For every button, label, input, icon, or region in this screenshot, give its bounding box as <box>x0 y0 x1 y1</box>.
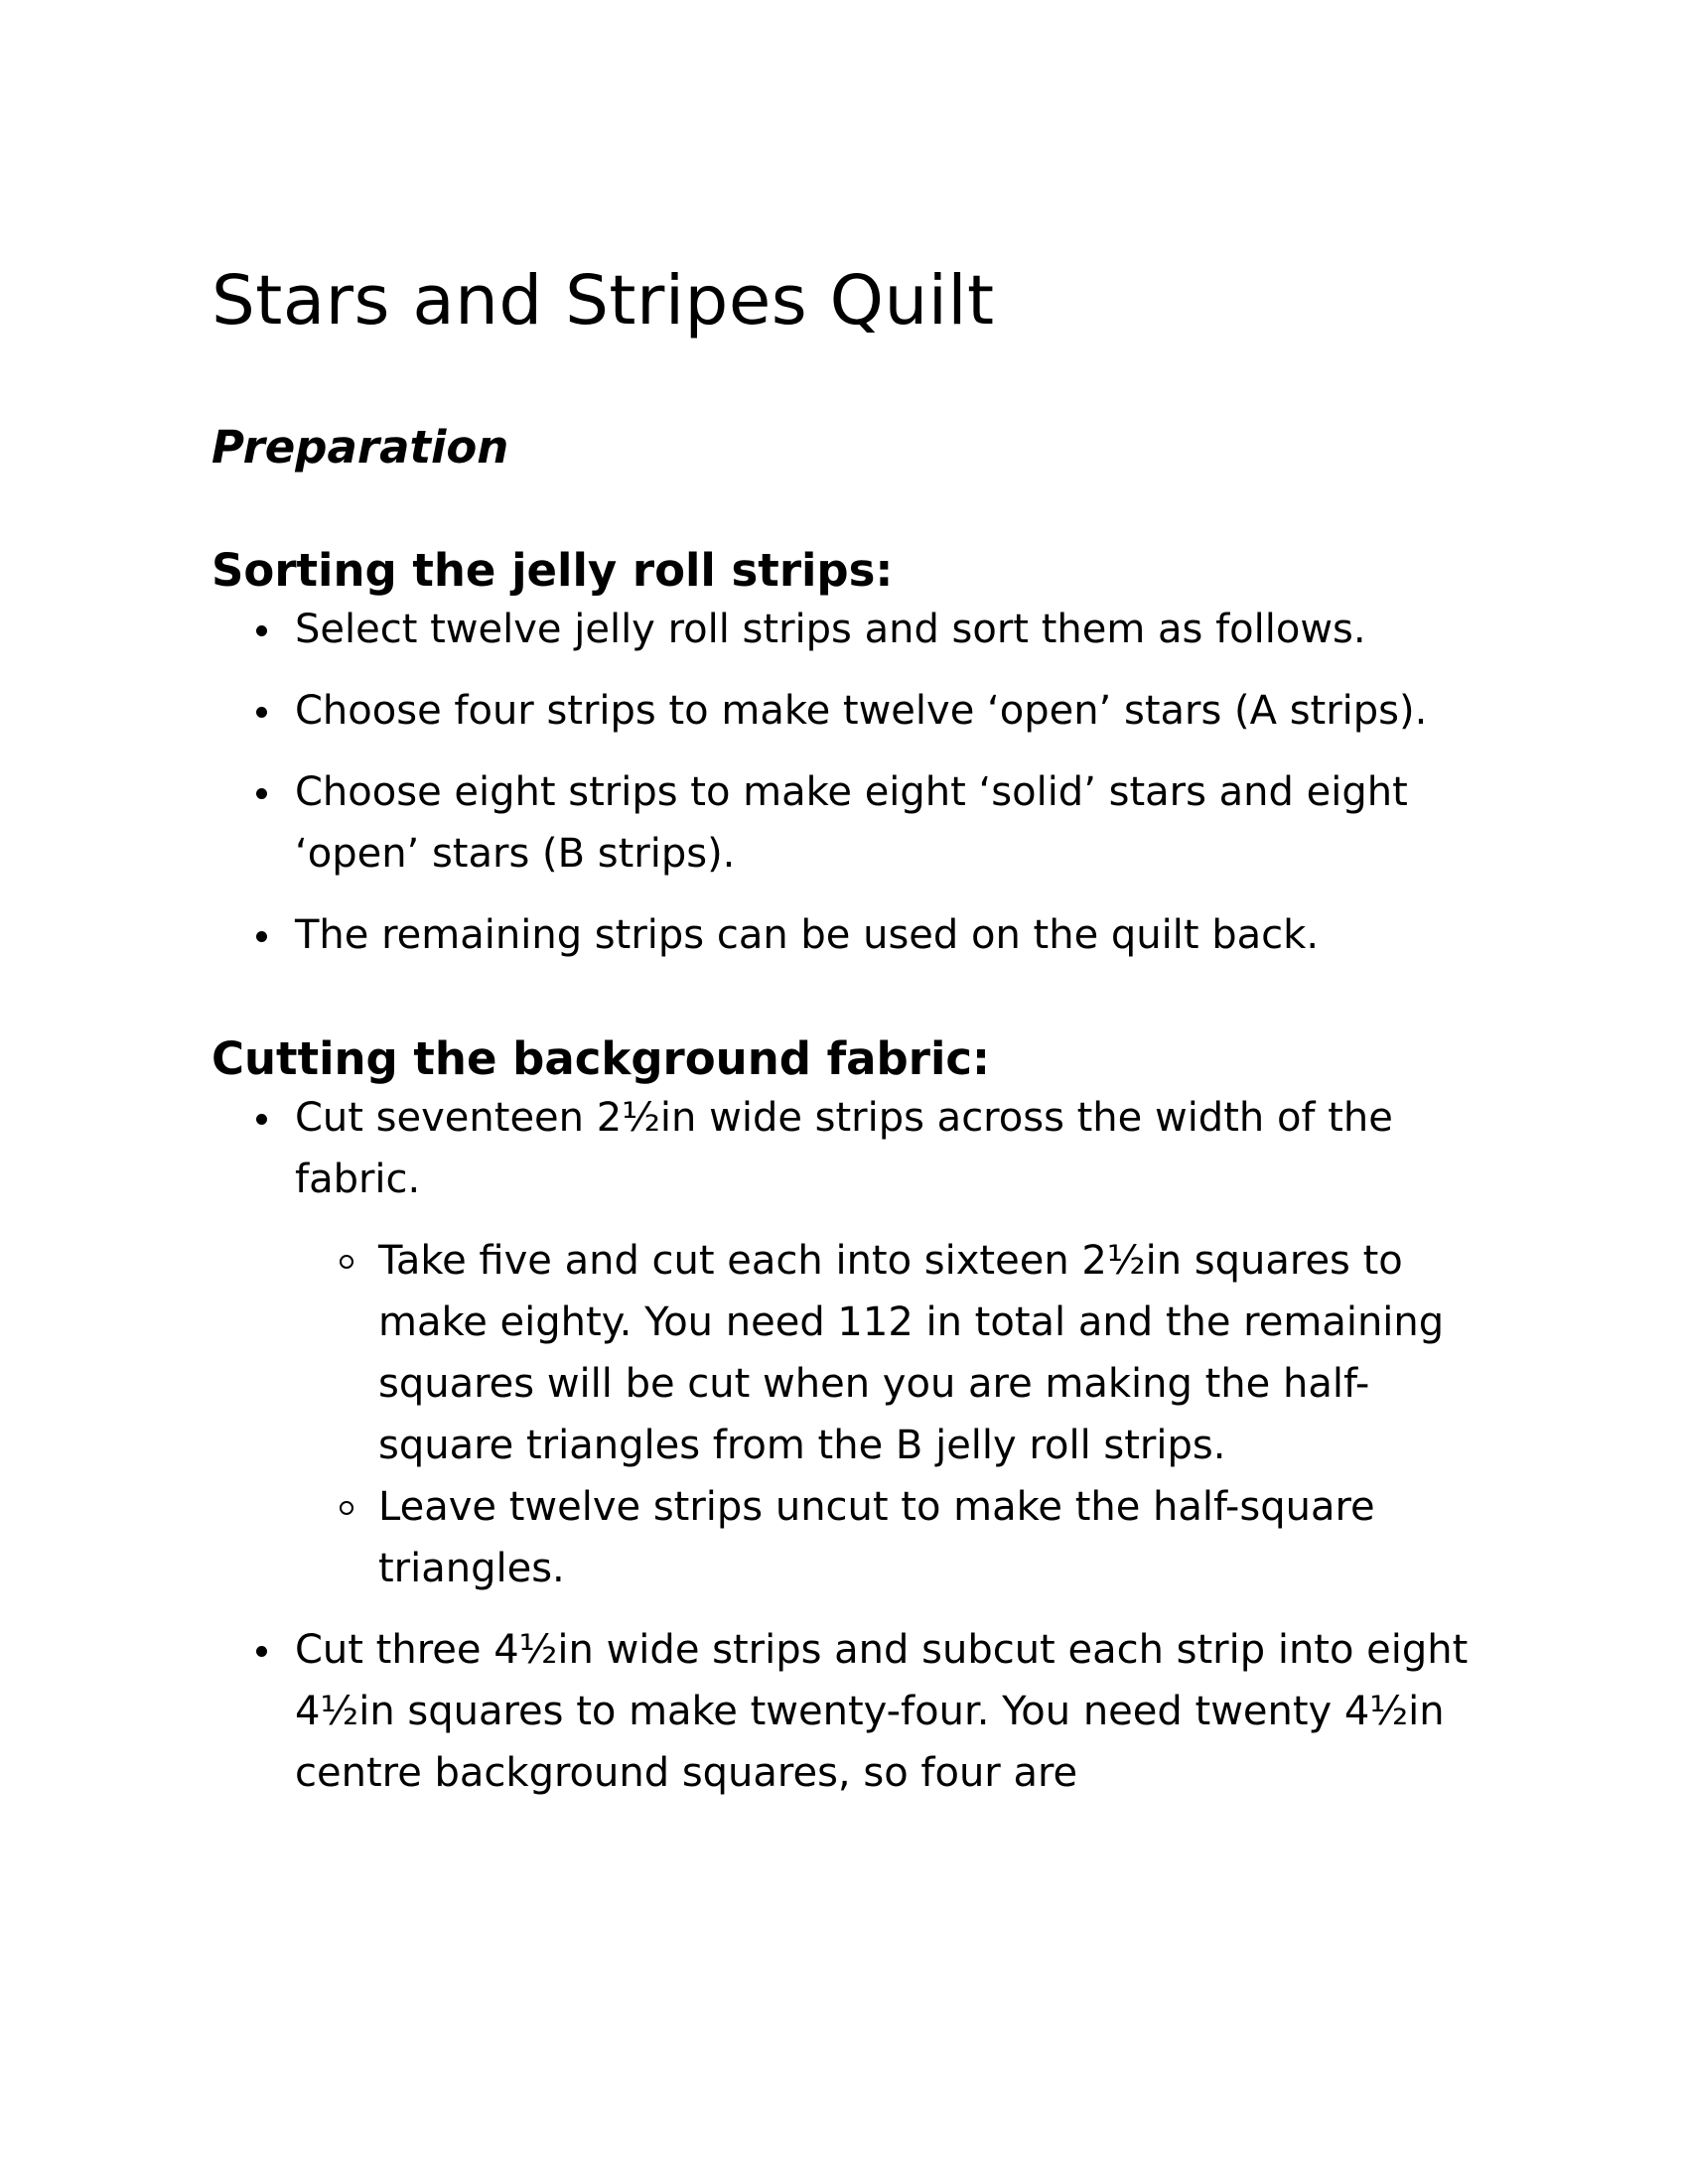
list-item-text: Cut seventeen 2¹⁄₂in wide strips across the width of the fabric. <box>295 1095 1393 1202</box>
list-item-text: Choose eight strips to make eight ‘solid’ stars and eight ‘open’ stars (B strips). <box>295 769 1408 877</box>
sorting-list <box>211 599 1492 966</box>
preparation-subtitle: Preparation <box>211 421 509 474</box>
sub-list-item-text: Take five and cut each into sixteen 2¹⁄₂in squares to make eighty. You need 112 in total and the remaining squares will be cut when you are making the half-square triangles from the B jelly roll strips. <box>378 1238 1445 1468</box>
list-item <box>211 680 1492 742</box>
document-page <box>211 256 1492 1824</box>
list-item <box>211 1087 1492 1599</box>
sub-list-item-text: Leave twelve strips uncut to make the half-square triangles. <box>378 1484 1375 1591</box>
list-item-text: Choose four strips to make twelve ‘open’ stars (A strips). <box>295 688 1428 734</box>
sub-list <box>295 1230 1492 1599</box>
section-heading-sorting: Sorting the jelly roll strips: <box>211 544 894 597</box>
sub-list-item <box>295 1230 1492 1476</box>
cutting-list <box>211 1087 1492 1804</box>
list-item-text: Cut three 4¹⁄₂in wide strips and subcut each strip into eight 4¹⁄₂in squares to make twenty-four. You need twenty 4¹⁄₂in centre background squares, so four are <box>295 1627 1469 1796</box>
sub-list-item <box>295 1476 1492 1599</box>
list-item <box>211 904 1492 966</box>
section-heading-cutting: Cutting the background fabric: <box>211 1032 991 1085</box>
list-item-text: The remaining strips can be used on the quilt back. <box>295 912 1320 958</box>
list-item <box>211 761 1492 885</box>
list-item <box>211 599 1492 660</box>
list-item <box>211 1619 1492 1804</box>
list-item-text: Select twelve jelly roll strips and sort them as follows. <box>295 607 1366 652</box>
document-title: Stars and Stripes Quilt <box>211 261 995 341</box>
